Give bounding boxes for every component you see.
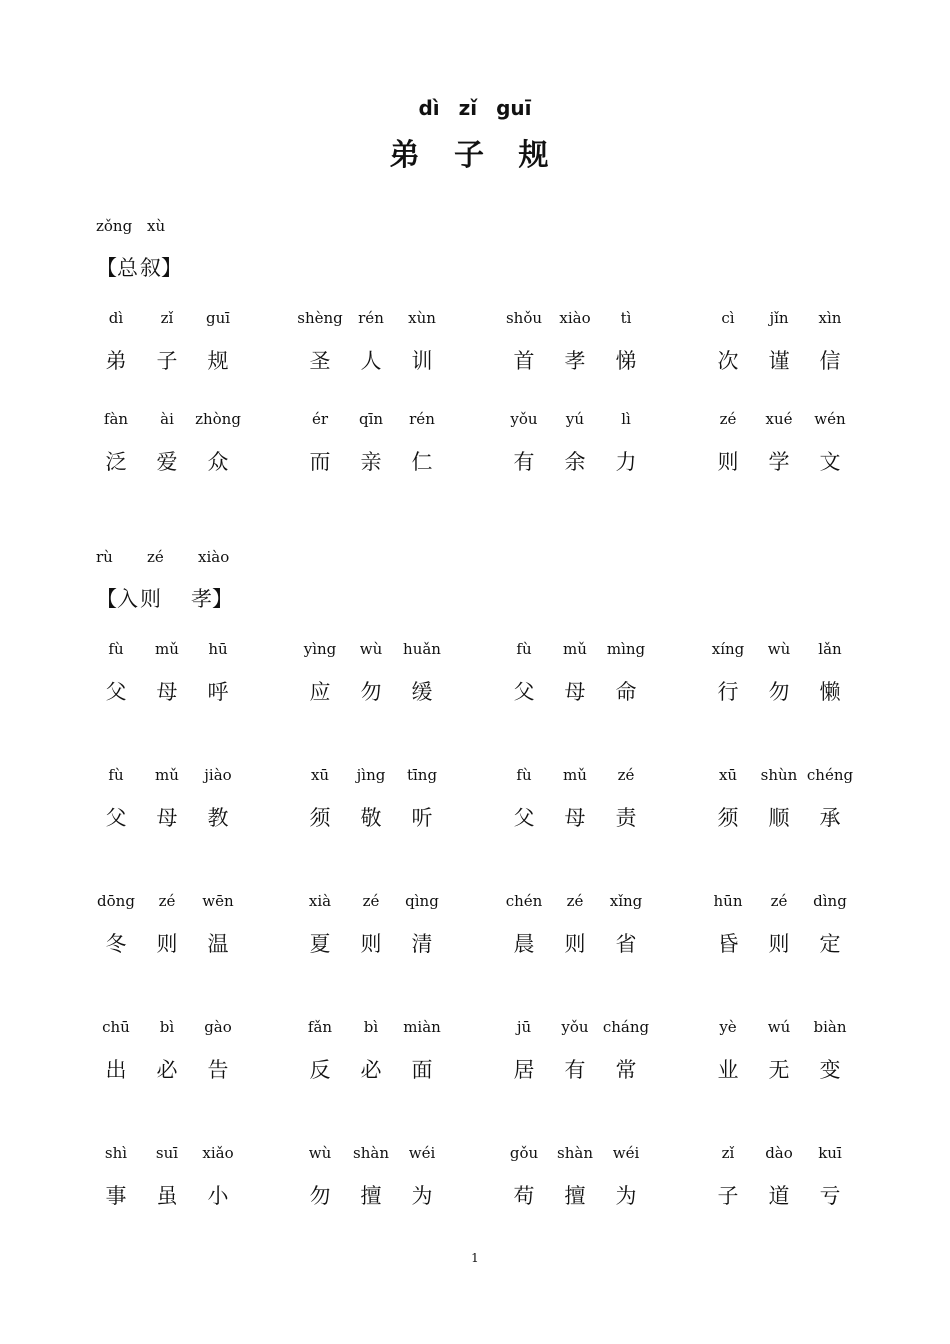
hanzi-character: 为 (411, 1184, 433, 1208)
pinyin-syllable: shàn (353, 1144, 389, 1162)
pinyin-syllable: fù (108, 640, 124, 658)
pinyin-syllable: shèng (297, 309, 343, 327)
hanzi-character: 反 (309, 1058, 331, 1082)
verse-group (498, 1144, 652, 1214)
hanzi-character: 学 (768, 450, 790, 474)
pinyin-syllable: biàn (813, 1018, 847, 1036)
verse-group (702, 766, 856, 836)
verse-group (294, 410, 448, 480)
verse-group (702, 640, 856, 710)
hanzi-character: 夏 (309, 932, 331, 956)
hanzi-character: 谨 (768, 349, 790, 373)
verse-group (498, 410, 652, 480)
verse-row (90, 766, 870, 836)
hanzi-character: 有 (564, 1058, 586, 1082)
verse-group (90, 309, 244, 379)
hanzi-character: 昏 (717, 932, 739, 956)
pinyin-syllable: lì (621, 410, 631, 428)
section-pinyin (96, 548, 249, 566)
section-pinyin-syllable: rù (96, 548, 113, 566)
pinyin-syllable: chéng (806, 766, 854, 784)
pinyin-syllable: xià (308, 892, 332, 910)
section-title (96, 583, 242, 613)
pinyin-syllable: huǎn (403, 640, 441, 658)
verse-group (294, 640, 448, 710)
verse-group (294, 309, 448, 379)
hanzi-character: 力 (615, 450, 637, 474)
pinyin-syllable: guī (205, 309, 231, 327)
pinyin-syllable: yǒu (510, 410, 538, 428)
pinyin-syllable: xiǎo (202, 1144, 234, 1162)
pinyin-syllable: dōng (97, 892, 135, 910)
hanzi-character: 父 (105, 806, 127, 830)
hanzi-character: 孝 (564, 349, 586, 373)
hanzi-character: 温 (207, 932, 229, 956)
hanzi-character: 责 (615, 806, 637, 830)
hanzi-character: 子 (717, 1184, 739, 1208)
pinyin-syllable: zé (362, 892, 380, 910)
pinyin-syllable: mǔ (155, 766, 179, 784)
pinyin-syllable: zé (719, 410, 737, 428)
hanzi-character: 敬 (360, 806, 382, 830)
hanzi-character: 听 (411, 806, 433, 830)
hanzi-character: 告 (207, 1058, 229, 1082)
pinyin-syllable: qīn (358, 410, 384, 428)
hanzi-character: 众 (207, 450, 229, 474)
verse-group (702, 1144, 856, 1214)
pinyin-syllable: yè (719, 1018, 737, 1036)
pinyin-syllable: jǐn (769, 309, 789, 327)
pinyin-syllable: chén (505, 892, 543, 910)
verse-row (90, 892, 870, 962)
title-char: 子 (454, 138, 496, 173)
hanzi-character: 勿 (360, 680, 382, 704)
pinyin-syllable: yú (565, 410, 585, 428)
section-title-char: 叙】 (140, 256, 182, 280)
verse-row (90, 309, 870, 379)
pinyin-syllable: jū (516, 1018, 532, 1036)
verse-group (294, 1018, 448, 1088)
pinyin-syllable: mǔ (563, 640, 587, 658)
hanzi-character: 常 (615, 1058, 637, 1082)
section-pinyin (96, 217, 198, 235)
verse-group (702, 892, 856, 962)
pinyin-syllable: xū (310, 766, 330, 784)
hanzi-character: 小 (207, 1184, 229, 1208)
pinyin-syllable: xùn (408, 309, 436, 327)
pinyin-syllable: wēn (202, 892, 234, 910)
hanzi-character: 道 (768, 1184, 790, 1208)
hanzi-character: 有 (513, 450, 535, 474)
hanzi-character: 子 (156, 349, 178, 373)
pinyin-syllable: fù (516, 640, 532, 658)
pinyin-syllable: cháng (602, 1018, 650, 1036)
hanzi-character: 冬 (105, 932, 127, 956)
section-title-char: 【入 (96, 587, 138, 611)
hanzi-character: 母 (564, 680, 586, 704)
pinyin-syllable: fù (108, 766, 124, 784)
hanzi-character: 首 (513, 349, 535, 373)
pinyin-syllable: miàn (403, 1018, 441, 1036)
title-char: 规 (518, 138, 561, 173)
title-hanzi (0, 130, 950, 174)
verse-group (702, 410, 856, 480)
pinyin-syllable: xiào (559, 309, 591, 327)
hanzi-character: 父 (513, 680, 535, 704)
pinyin-syllable: dì (108, 309, 124, 327)
hanzi-character: 业 (717, 1058, 739, 1082)
verse-group (498, 892, 652, 962)
pinyin-syllable: jìng (356, 766, 386, 784)
pinyin-syllable: xìn (818, 309, 842, 327)
hanzi-character: 人 (360, 349, 382, 373)
hanzi-character: 仁 (411, 450, 433, 474)
pinyin-syllable: cì (721, 309, 735, 327)
verse-group (294, 766, 448, 836)
hanzi-character: 则 (564, 932, 586, 956)
pinyin-syllable: yǒu (561, 1018, 589, 1036)
hanzi-character: 爱 (156, 450, 178, 474)
pinyin-syllable: wén (814, 410, 846, 428)
hanzi-character: 缓 (411, 680, 433, 704)
pinyin-syllable: xū (718, 766, 738, 784)
hanzi-character: 虽 (156, 1184, 178, 1208)
hanzi-character: 须 (309, 806, 331, 830)
hanzi-character: 文 (819, 450, 841, 474)
hanzi-character: 省 (615, 932, 637, 956)
verse-group (90, 410, 244, 480)
hanzi-character: 训 (411, 349, 433, 373)
section-pinyin-syllable: xù (147, 217, 166, 235)
verse-row (90, 640, 870, 710)
hanzi-character: 勿 (309, 1184, 331, 1208)
hanzi-character: 居 (513, 1058, 535, 1082)
pinyin-syllable: shàn (557, 1144, 593, 1162)
hanzi-character: 弟 (105, 349, 127, 373)
pinyin-syllable: dào (765, 1144, 793, 1162)
pinyin-syllable: mìng (606, 640, 646, 658)
hanzi-character: 圣 (309, 349, 331, 373)
hanzi-character: 则 (156, 932, 178, 956)
pinyin-syllable: zé (158, 892, 176, 910)
pinyin-syllable: bì (363, 1018, 379, 1036)
pinyin-syllable: hūn (713, 892, 743, 910)
pinyin-syllable: zé (770, 892, 788, 910)
pinyin-syllable: hū (208, 640, 228, 658)
pinyin-syllable: bì (159, 1018, 175, 1036)
hanzi-character: 父 (513, 806, 535, 830)
verse-group (498, 766, 652, 836)
hanzi-character: 教 (207, 806, 229, 830)
verse-group (90, 892, 244, 962)
title-pinyin: dì zǐ guī (418, 96, 532, 120)
hanzi-character: 苟 (513, 1184, 535, 1208)
pinyin-syllable: xǐng (609, 892, 643, 910)
pinyin-syllable: ài (160, 410, 174, 428)
pinyin-syllable: mǔ (155, 640, 179, 658)
verse-group (90, 1018, 244, 1088)
hanzi-character: 必 (360, 1058, 382, 1082)
pinyin-syllable: yìng (303, 640, 337, 658)
verse-group (498, 309, 652, 379)
pinyin-syllable: fǎn (307, 1018, 333, 1036)
pinyin-syllable: fù (516, 766, 532, 784)
hanzi-character: 出 (105, 1058, 127, 1082)
pinyin-syllable: shùn (760, 766, 798, 784)
pinyin-syllable: shì (104, 1144, 128, 1162)
verse-group (702, 1018, 856, 1088)
hanzi-character: 晨 (513, 932, 535, 956)
hanzi-character: 应 (309, 680, 331, 704)
verse-group (90, 640, 244, 710)
hanzi-character: 事 (105, 1184, 127, 1208)
hanzi-character: 面 (411, 1058, 433, 1082)
hanzi-character: 则 (717, 450, 739, 474)
pinyin-syllable: tì (620, 309, 632, 327)
hanzi-character: 父 (105, 680, 127, 704)
hanzi-character: 而 (309, 450, 331, 474)
verse-group (294, 1144, 448, 1214)
pinyin-syllable: wú (767, 1018, 791, 1036)
section-pinyin-syllable: zǒng (96, 217, 133, 235)
pinyin-syllable: ér (311, 410, 329, 428)
hanzi-character: 为 (615, 1184, 637, 1208)
pinyin-syllable: wù (359, 640, 383, 658)
pinyin-syllable: zé (617, 766, 635, 784)
pinyin-syllable: gào (204, 1018, 232, 1036)
pinyin-syllable: jiào (204, 766, 232, 784)
verse-group (90, 1144, 244, 1214)
verse-group (90, 766, 244, 836)
pinyin-syllable: wéi (408, 1144, 436, 1162)
hanzi-character: 须 (717, 806, 739, 830)
section-title-char: 【总 (96, 256, 138, 280)
hanzi-character: 顺 (768, 806, 790, 830)
verse-group (294, 892, 448, 962)
hanzi-character: 亏 (819, 1184, 841, 1208)
section-pinyin-syllable: xiào (198, 548, 230, 566)
pinyin-syllable: wéi (612, 1144, 640, 1162)
hanzi-character: 懒 (819, 680, 841, 704)
page-number: 1 (471, 1251, 479, 1265)
title-char: 弟 (389, 138, 432, 173)
hanzi-character: 变 (819, 1058, 841, 1082)
pinyin-syllable: xué (765, 410, 793, 428)
hanzi-character: 规 (207, 349, 229, 373)
hanzi-character: 必 (156, 1058, 178, 1082)
pinyin-syllable: suī (155, 1144, 179, 1162)
pinyin-syllable: zǐ (160, 309, 174, 327)
pinyin-syllable: rén (409, 410, 435, 428)
verse-group (498, 640, 652, 710)
pinyin-syllable: kuī (818, 1144, 842, 1162)
hanzi-character: 无 (768, 1058, 790, 1082)
verse-row (90, 1144, 870, 1214)
hanzi-character: 定 (819, 932, 841, 956)
hanzi-character: 则 (360, 932, 382, 956)
pinyin-syllable: xíng (711, 640, 745, 658)
verse-row (90, 410, 870, 480)
pinyin-syllable: lǎn (818, 640, 842, 658)
pinyin-syllable: zǐ (721, 1144, 735, 1162)
pinyin-syllable: shǒu (505, 309, 543, 327)
hanzi-character: 悌 (615, 349, 637, 373)
hanzi-character: 母 (156, 680, 178, 704)
hanzi-character: 擅 (360, 1184, 382, 1208)
hanzi-character: 承 (819, 806, 841, 830)
section-title-char: 孝】 (191, 587, 233, 611)
hanzi-character: 擅 (564, 1184, 586, 1208)
hanzi-character: 次 (717, 349, 739, 373)
pinyin-syllable: chū (102, 1018, 130, 1036)
hanzi-character: 命 (615, 680, 637, 704)
pinyin-syllable: wù (767, 640, 791, 658)
hanzi-character: 勿 (768, 680, 790, 704)
hanzi-character: 母 (156, 806, 178, 830)
pinyin-syllable: dìng (813, 892, 847, 910)
pinyin-syllable: zhòng (195, 410, 241, 428)
pinyin-syllable: gǒu (509, 1144, 539, 1162)
section-title (96, 252, 191, 282)
hanzi-character: 信 (819, 349, 841, 373)
hanzi-character: 清 (411, 932, 433, 956)
section-pinyin-syllable: zé (147, 548, 164, 566)
pinyin-syllable: qìng (405, 892, 439, 910)
hanzi-character: 则 (768, 932, 790, 956)
hanzi-character: 呼 (207, 680, 229, 704)
pinyin-syllable: mǔ (563, 766, 587, 784)
verse-group (498, 1018, 652, 1088)
hanzi-character: 行 (717, 680, 739, 704)
verse-group (702, 309, 856, 379)
hanzi-character: 泛 (105, 450, 127, 474)
pinyin-syllable: rén (358, 309, 384, 327)
verse-row (90, 1018, 870, 1088)
hanzi-character: 余 (564, 450, 586, 474)
hanzi-character: 亲 (360, 450, 382, 474)
pinyin-syllable: wù (308, 1144, 332, 1162)
pinyin-syllable: zé (566, 892, 584, 910)
section-title-char: 则 (140, 587, 161, 611)
hanzi-character: 母 (564, 806, 586, 830)
pinyin-syllable: tīng (406, 766, 438, 784)
pinyin-syllable: fàn (103, 410, 129, 428)
